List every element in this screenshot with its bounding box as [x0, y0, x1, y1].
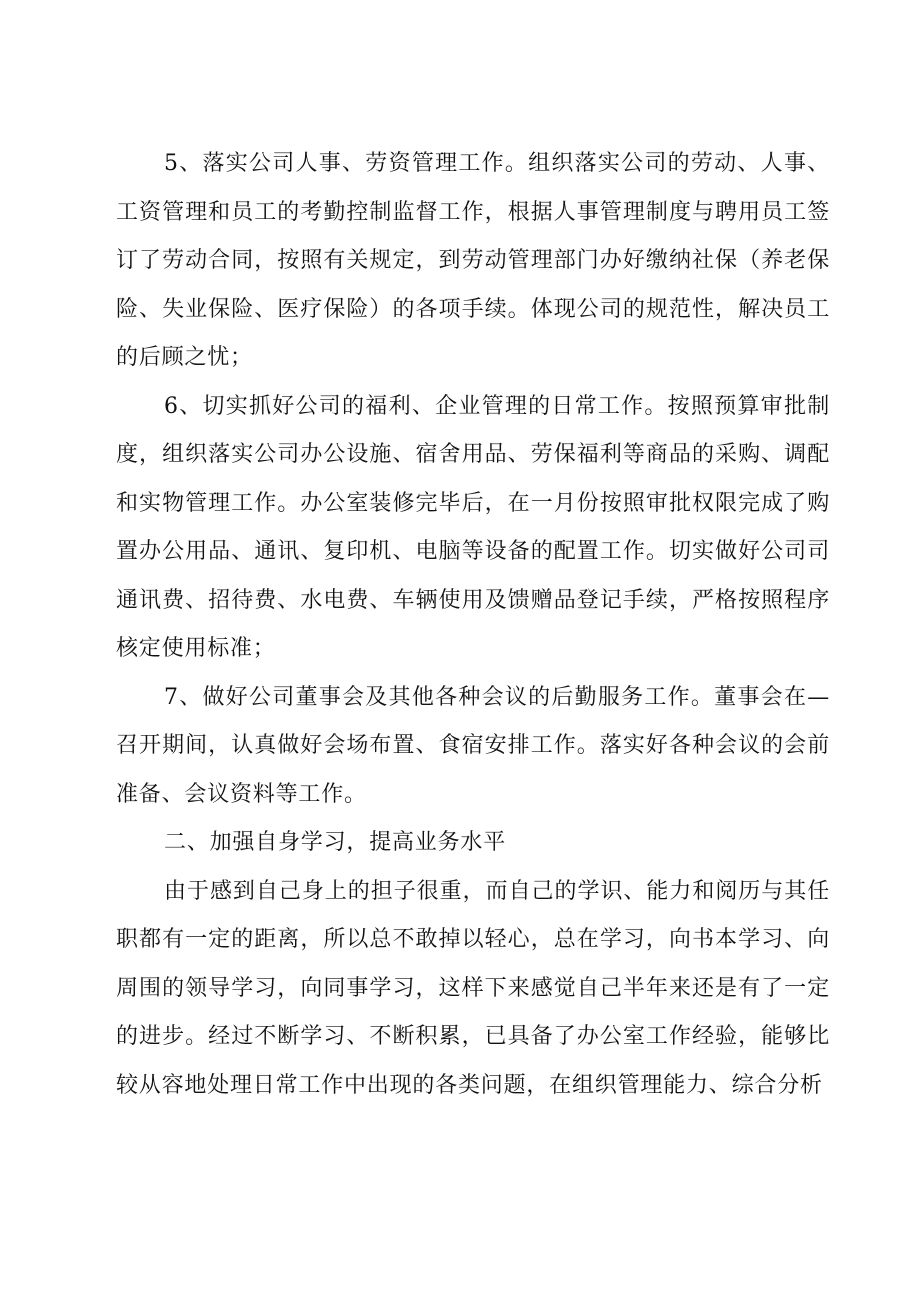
- paragraph-personnel-management: 5、落实公司人事、劳资管理工作。组织落实公司的劳动、人事、工资管理和员工的考勤控制监督工作，根据人事管理制度与聘用员工签订了劳动合同，按照有关规定，到劳动管理部门办好缴纳社保（养老保险、失业保险、医疗保险）的各项手续。体现公司的规范性，解决员工的后顾之忧；: [116, 151, 830, 370]
- document-body: [116, 140, 830, 1110]
- paragraph-self-study: 由于感到自己身上的担子很重，而自己的学识、能力和阅历与其任职都有一定的距离，所以总不敢掉以轻心，总在学习，向书本学习、向周围的领导学习，向同事学习，这样下来感觉自己半年来还是有了一定的进步。经过不断学习、不断积累，已具备了办公室工作经验，能够比较从容地处理日常工作中出现的各类问题，在组织管理能力、综合分析: [116, 878, 830, 1098]
- section-heading-self-study: 二、加强自身学习，提高业务水平: [164, 830, 507, 855]
- paragraph-welfare-management: 6、切实抓好公司的福利、企业管理的日常工作。按照预算审批制度，组织落实公司办公设施、宿舍用品、劳保福利等商品的采购、调配和实物管理工作。办公室装修完毕后，在一月份按照审批权限完成了购置办公用品、通讯、复印机、电脑等设备的配置工作。切实做好公司司通讯费、招待费、水电费、车辆使用及馈赠品登记手续，严格按照程序核定使用标准；: [116, 393, 830, 661]
- paragraph-meeting-services: 7、做好公司董事会及其他各种会议的后勤服务工作。董事会在—召开期间，认真做好会场布置、食宿安排工作。落实好各种会议的会前准备、会议资料等工作。: [116, 684, 830, 807]
